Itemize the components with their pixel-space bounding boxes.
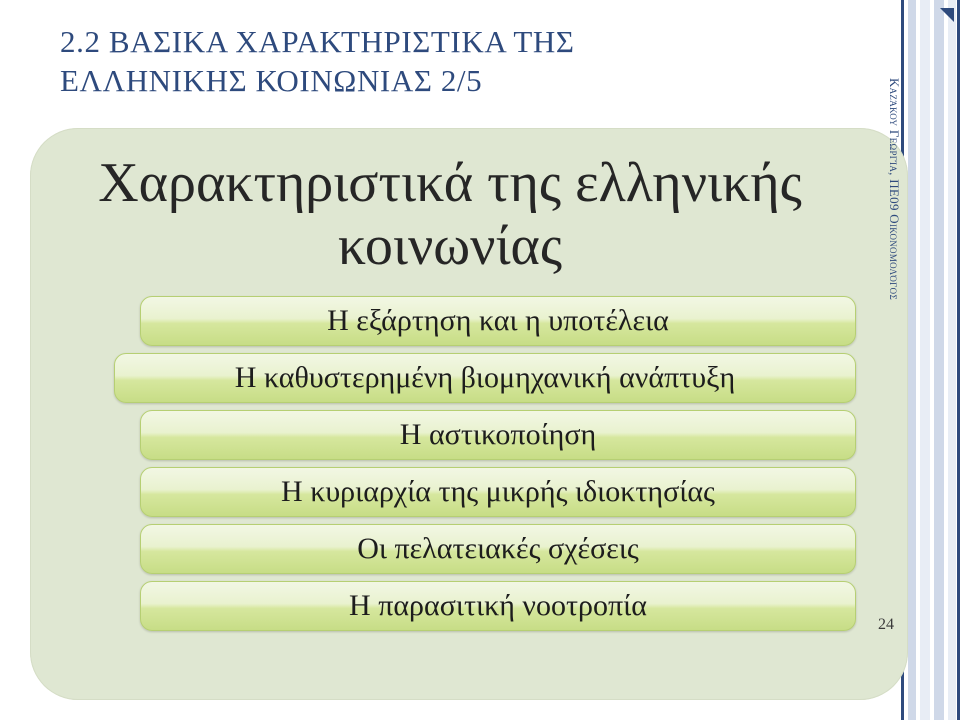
bullet-pill-list <box>114 296 854 638</box>
list-item <box>140 410 856 460</box>
list-item-label: Η καθυστερημένη βιομηχανική ανάπτυξη <box>234 361 736 394</box>
list-item-label: Η εξάρτηση και η υποτέλεια <box>327 304 669 337</box>
band-line-4 <box>934 0 944 720</box>
list-item-label: Η κυριαρχία της μικρής ιδιοκτησίας <box>281 475 715 508</box>
band-line-5 <box>948 0 956 720</box>
panel-heading: Χαρακτηριστικά της ελληνικής κοινωνίας <box>98 152 802 277</box>
list-item-label: Οι πελατειακές σχέσεις <box>357 532 639 565</box>
list-item-label: Η παρασιτική νοοτροπία <box>349 589 647 622</box>
list-item <box>140 296 856 346</box>
author-credit: Καζάκου Γεωργία, ΠΕ09 Οικονομολόγος <box>887 77 902 300</box>
page-number: 24 <box>878 616 894 633</box>
page-title: 2.2 ΒΑΣΙΚΑ ΧΑΡΑΚΤΗΡΙΣΤΙΚΑ ΤΗΣ ΕΛΛΗΝΙΚΗΣ ΚΟΙΝΩΝΙΑΣ 2/5 <box>60 24 575 99</box>
list-item <box>140 581 856 631</box>
list-item <box>140 524 856 574</box>
band-line-3 <box>920 0 930 720</box>
list-item <box>140 467 856 517</box>
list-item <box>114 353 856 403</box>
content-panel <box>30 128 908 700</box>
list-item-label: Η αστικοποίηση <box>399 418 597 451</box>
corner-triangle-icon <box>940 8 954 22</box>
band-line-2 <box>908 0 916 720</box>
